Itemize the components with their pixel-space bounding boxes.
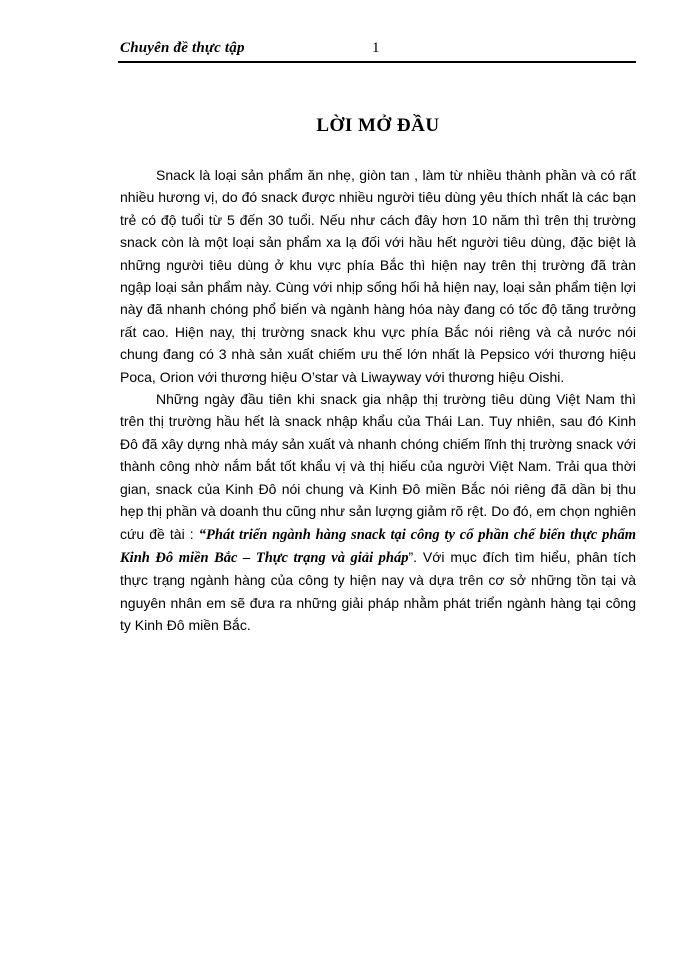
paragraph-2-outro: ”. Với mục đích tìm hiểu, phân tích thực trạng ngành hàng của công ty hiện nay và dựa trên cơ sở những tồn tại và nguyên nhân em sẽ đưa ra những giải pháp nhằm phát triển ngành hàng tại công ty Kinh Đô miền Bắc. (120, 548, 636, 634)
paragraph-1: Snack là loại sản phẩm ăn nhẹ, giòn tan , làm từ nhiều thành phần và có rất nhiều hương vị, do đó snack được nhiều người tiêu dùng yêu thích nhất là các bạn trẻ có độ tuổi từ 5 đến 30 tuổi. Nếu như cách đây hơn 10 năm thì trên thị trường snack còn là một loại sản phẩm xa lạ đối với hầu hết người tiêu dùng, đặc biệt là những người tiêu dùng ở khu vực phía Bắc thì hiện nay trên thị trường đã tràn ngập loại sản phẩm này. Cùng với nhịp sống hối hả hiện nay, loại sản phẩm tiện lợi này đã nhanh chóng phổ biến và ngành hàng hóa này đang có tốc độ tăng trưởng rất cao. Hiện nay, thị trường snack khu vực phía Bắc nói riêng và cả nước nói chung đang có 3 nhà sản xuất chiếm ưu thế lớn nhất là Pepsico với thương hiệu Poca, Orion với thương hiệu O’star và Liwayway với thương hiệu Oishi. (120, 167, 636, 385)
header-title: Chuyên đề thực tập (120, 40, 245, 56)
research-topic: “Phát triển ngành hàng snack tại công ty cổ phần chế biến thực phẩm Kinh Đô miền Bắc – Thực trạng và giải pháp (120, 526, 636, 566)
page-number: 1 (372, 40, 380, 56)
header-divider (118, 61, 636, 63)
paragraph-2 (120, 388, 636, 636)
document-body (120, 164, 636, 637)
document-title: LỜI MỞ ĐẦU (316, 115, 440, 136)
paragraph-2-intro: Những ngày đầu tiên khi snack gia nhập thị trường tiêu dùng Việt Nam thì trên thị trường hầu hết là snack nhập khẩu của Thái Lan. Tuy nhiên, sau đó Kinh Đô đã xây dựng nhà máy sản xuất và nhanh chóng chiếm lĩnh thị trường snack với thành công nhờ nắm bắt tốt khẩu vị và thị hiếu của người Việt Nam. Trải qua thời gian, snack của Kinh Đô nói chung và Kinh Đô miền Bắc nói riêng đã dần bị thu hẹp thị phần và doanh thu cũng như sản lượng giảm rõ rệt. Do đó, em chọn nghiên cứu đề tài : (120, 391, 636, 542)
